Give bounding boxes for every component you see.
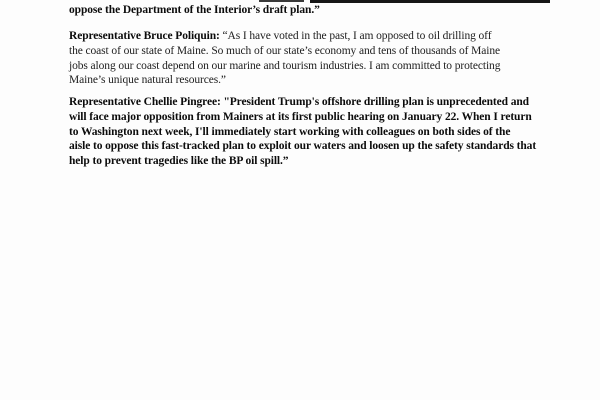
quote-text: “As I have voted in the past, I am opposed to oil drilling off [219, 30, 492, 42]
text-line: to Washington next week, I'll immediately start working with colleagues on both sides of the [69, 125, 511, 138]
text-line: aisle to oppose this fast-tracked plan to exploit our waters and loosen up the safety standards that [69, 140, 537, 153]
text-line: the coast of our state of Maine. So much of our state’s economy and tens of thousands of Maine [69, 44, 501, 57]
quote-text: "President Trump's offshore drilling plan is unprecedented and [220, 96, 529, 108]
text-line: jobs along our coast depend on our marine and tourism industries. I am committed to protecting [69, 59, 501, 72]
paragraph-pingree-statement [69, 95, 549, 169]
text-line: will face major opposition from Mainers at its first public hearing on January 22. When I return [69, 110, 532, 123]
text-line: help to prevent tragedies like the BP oil spill.” [69, 155, 289, 168]
speaker-name-pingree: Representative Chellie Pingree: [69, 96, 221, 108]
text-line: Maine’s unique natural resources.” [69, 74, 226, 87]
text-line [69, 29, 549, 44]
text-fragment-bar [259, 0, 304, 2]
paragraph-poliquin-statement [69, 29, 549, 88]
text-line: oppose the Department of the Interior’s draft plan.” [69, 4, 320, 16]
text-line [69, 95, 549, 110]
speaker-name-poliquin: Representative Bruce Poliquin: [69, 30, 220, 42]
paragraph-cutoff [69, 3, 549, 18]
